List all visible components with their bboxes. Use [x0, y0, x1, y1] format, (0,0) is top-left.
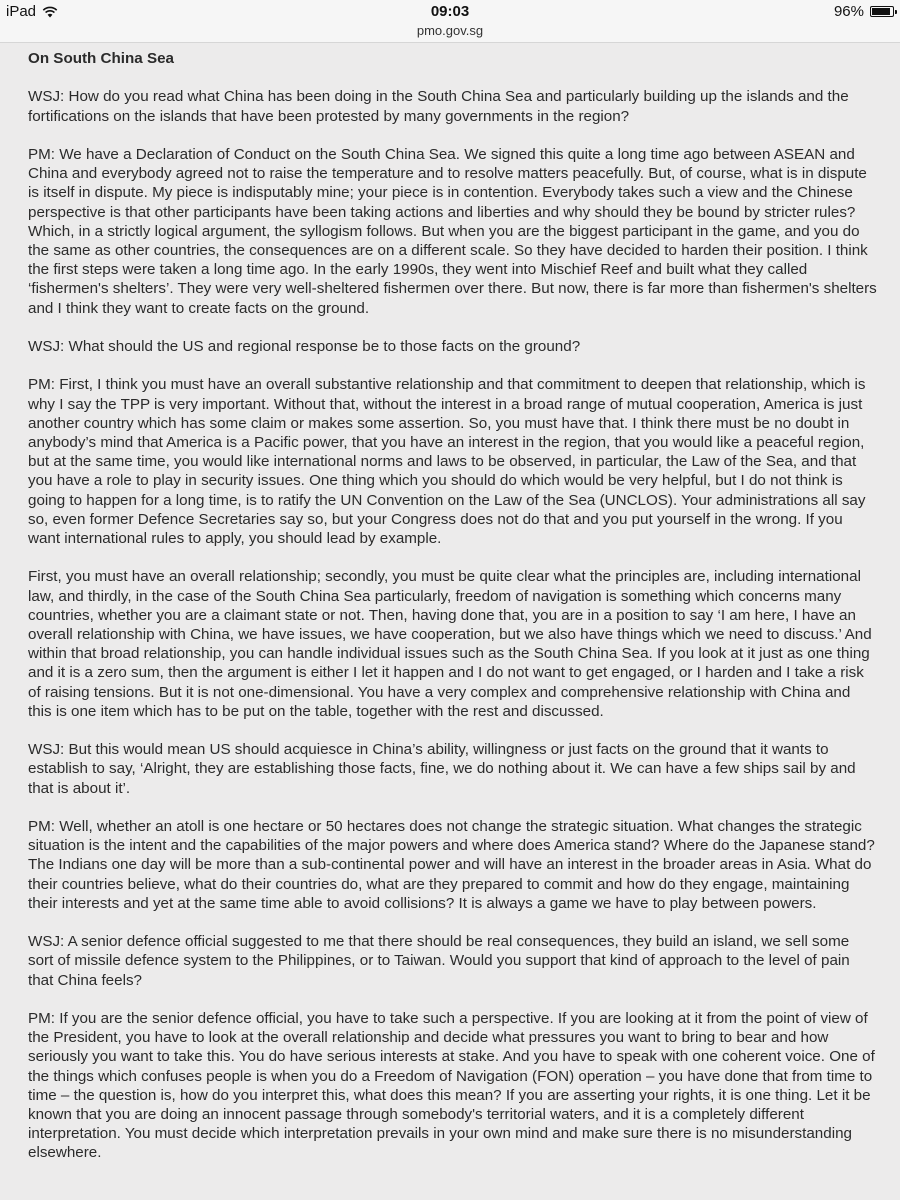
- article-content: [28, 49, 878, 1182]
- paragraph-wsj-question-4: WSJ: A senior defence official suggested to me that there should be real consequences, they build an island, we sell some sort of missile defence system to the Philippines, or to Taiwan. Would you support that kind of approach to the level of pain that China feels?: [28, 933, 850, 989]
- battery-fill: [872, 8, 890, 15]
- address-bar[interactable]: [0, 24, 900, 43]
- device-name: iPad: [6, 3, 37, 20]
- status-bar: [0, 0, 900, 24]
- paragraph-pm-answer-2: PM: First, I think you must have an overall substantive relationship and that commitment to deepen that relationship, which is why I say the TPP is very important. Without that, without the interest in a broad range of mutual cooperation, America is just another country which has some claim or makes some assertion. So, you must have that. I think there must be no doubt in anybody’s mind that America is a Pacific power, that you have an interest in the region, that you would like a peaceful region, but at the same time, you would like international norms and laws to be observed, in particular, the Law of the Sea, and that you have a role to play in security issues. One thing which you should do which would be very helpful, but I do not think is going to happen for a long time, is to ratify the UN Convention on the Law of the Sea (UNCLOS). Your administrations all say so, even former Defence Secretaries say so, but your Congress does not do that and you put yourself in the wrong. If you want international rules to apply, you should lead by example.: [28, 376, 866, 548]
- paragraph-pm-answer-1: PM: We have a Declaration of Conduct on the South China Sea. We signed this quite a long time ago between ASEAN and China and everybody agreed not to raise the temperature and to resolve matters peacefully. But, of course, what is in dispute is itself in dispute. My piece is indisputably mine; your piece is in contention. Everybody takes such a view and the Chinese perspective is that other participants have been taking actions and liberties and why should they be bound by stricter rules? Which, in a strictly logical argument, the syllogism follows. But when you are the biggest participant in the game, and you do the same as other countries, the consequences are on a different scale. So they have decided to harden their position. I think the first steps were taken a long time ago. In the early 1990s, they went into Mischief Reef and built what they called ‘fishermen's shelters’. They were very well-sheltered fishermen over there. But now, there is far more than fishermen's shelters and I think they want to create facts on the ground.: [28, 145, 877, 317]
- paragraph-wsj-question-1: WSJ: How do you read what China has been doing in the South China Sea and particularly building up the islands and the fortifications on the islands that have been protested by many governments in the region?: [28, 88, 849, 125]
- section-heading: On South China Sea: [28, 50, 174, 67]
- paragraph-wsj-question-3: WSJ: But this would mean US should acquiesce in China’s ability, willingness or just facts on the ground that it wants to establish to say, ‘Alright, they are establishing those facts, fine, we do nothing about it. We can have a few ships sail by and that is about it’.: [28, 741, 856, 797]
- battery-icon: [870, 6, 894, 17]
- paragraph-pm-answer-2-continued: First, you must have an overall relationship; secondly, you must be quite clear what the principles are, including international law, and thirdly, in the case of the South China Sea particularly, freedom of navigation is something which concerns many countries, whether you are a claimant state or not. Then, having done that, you are in a position to say ‘I am here, I have an overall relationship with China, we have issues, we have cooperation, but we also have things which we need to discuss.’ And within that broad relationship, you can handle individual issues such as the South China Sea. If you look at it just as one thing and it is a zero sum, then the argument is either I let it happen and I do not want to get engaged, or I harden and I take a risk of raising tensions. But it is not one-dimensional. You have a very complex and comprehensive relationship with China and this is one item which has to be put on the table, together with the rest and discussed.: [28, 568, 872, 720]
- paragraph-wsj-question-2: WSJ: What should the US and regional response be to those facts on the ground?: [28, 338, 581, 355]
- clock: 09:03: [430, 3, 470, 20]
- battery-percentage: 96%: [833, 3, 864, 20]
- paragraph-pm-answer-3: PM: Well, whether an atoll is one hectare or 50 hectares does not change the strategic situation. What changes the strategic situation is the intent and the capabilities of the major powers and where does America stand? Where do the Japanese stand? The Indians one day will be more than a sub-continental power and will have an interest in the broader areas in Asia. What do their countries believe, what do their countries do, what are they prepared to commit and how do they engage, maintaining their interests and yet at the same time able to avoid collisions? It is always a game we have to play between powers.: [28, 818, 875, 912]
- status-right: [834, 3, 894, 20]
- paragraph-pm-answer-4: PM: If you are the senior defence official, you have to take such a perspective. If you are looking at it from the point of view of the President, you have to look at the overall relationship and decide what pressures you want to bring to bear and how seriously you want to take this. You do have serious interests at stake. And you have to speak with one coherent voice. One of the things which confuses people is when you do a Freedom of Navigation (FON) operation – you have done that from time to time – the question is, how do you interpret this, what does this mean? If you are asserting your rights, it is one thing. Let it be known that you are doing an innocent passage through somebody's territorial waters, and it is a completely different interpretation. You must decide which interpretation prevails in your own mind and make sure there is no misunderstanding elsewhere.: [28, 1010, 875, 1162]
- url-domain[interactable]: pmo.gov.sg: [416, 23, 484, 38]
